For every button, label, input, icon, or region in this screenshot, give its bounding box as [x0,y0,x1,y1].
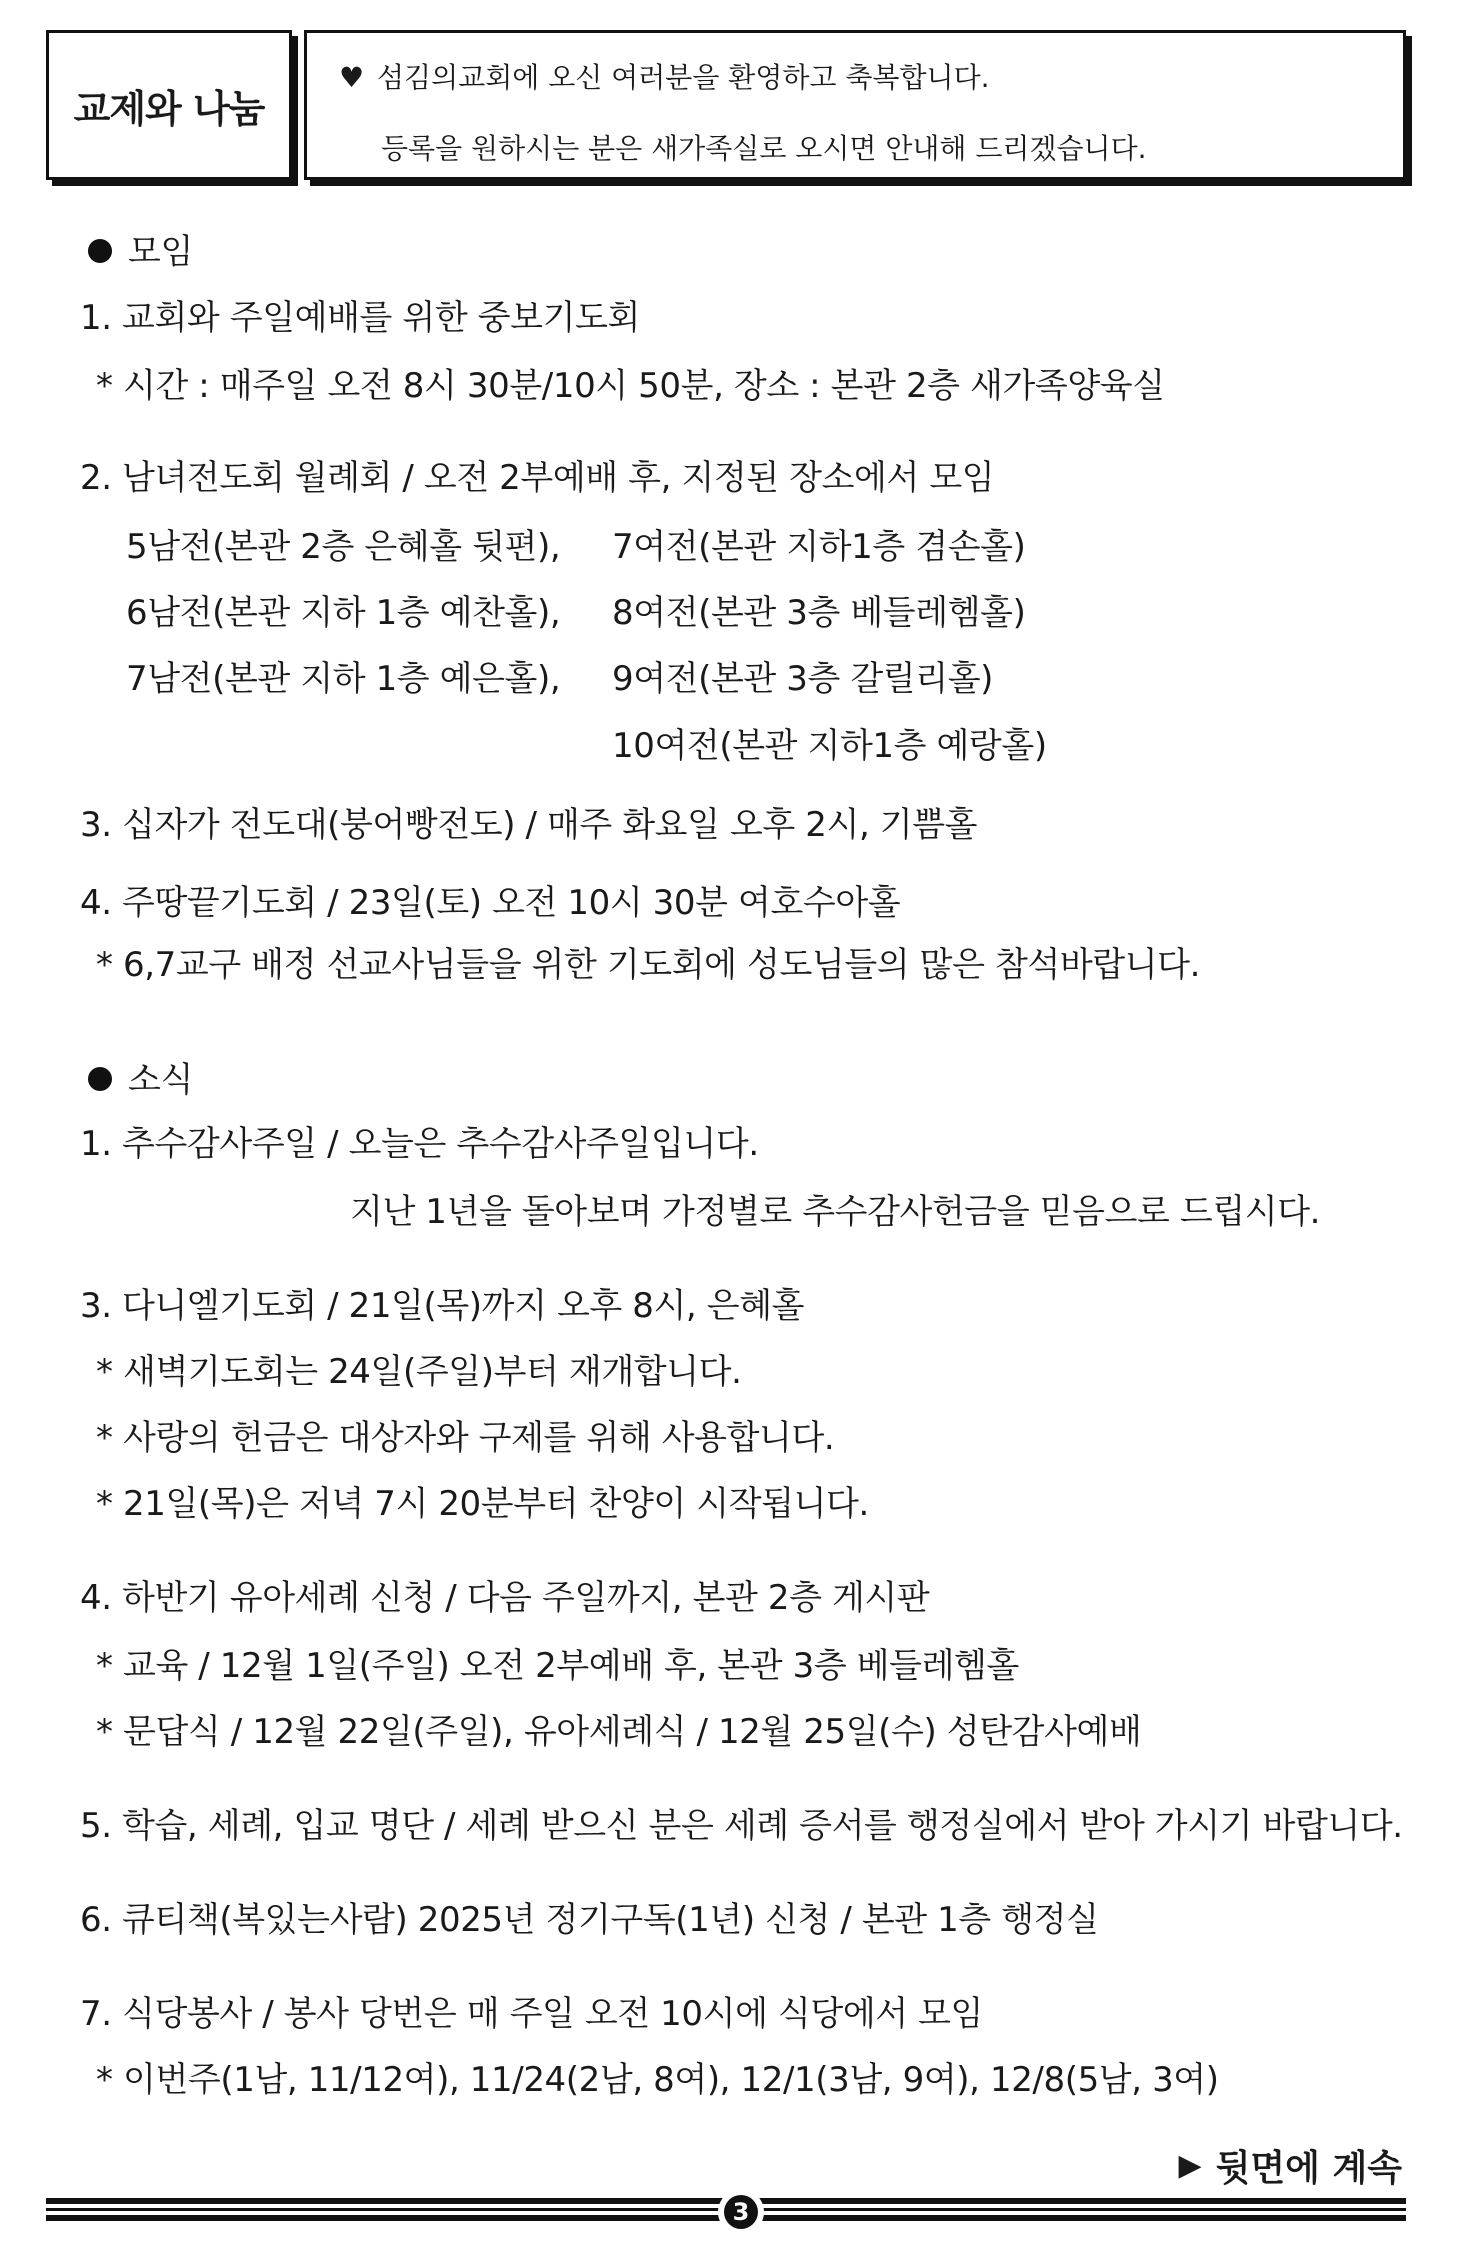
section-heading-meetings [88,232,193,272]
list-item: 2. 남녀전도회 월례회 / 오전 2부예배 후, 지정된 장소에서 모임 [80,458,995,498]
list-note: * 이번주(1남, 11/12여), 11/24(2남, 8여), 12/1(3남, 9여), 12/8(5남, 3여) [96,2060,1219,2100]
section-heading-news [88,1060,193,1100]
list-item: 4. 주땅끝기도회 / 23일(토) 오전 10시 30분 여호수아홀 [80,883,901,923]
list-item: 1. 추수감사주일 / 오늘은 추수감사주일입니다. [80,1124,759,1164]
section-title: 소식 [128,1060,193,1100]
group-location: 9여전(본관 3층 갈릴리홀) [612,659,994,699]
welcome-line-1 [339,61,1403,95]
group-location: 7남전(본관 지하 1층 예은홀), [126,659,561,699]
welcome-message-box [304,30,1406,180]
list-note: * 시간 : 매주일 오전 8시 30분/10시 50분, 장소 : 본관 2층 새가족양육실 [96,366,1165,406]
bullet-icon [88,1067,112,1091]
list-note: * 새벽기도회는 24일(주일)부터 재개합니다. [96,1352,742,1392]
group-location: 10여전(본관 지하1층 예랑홀) [612,726,1047,766]
page-number: 3 [724,2195,758,2229]
list-item: 4. 하반기 유아세례 신청 / 다음 주일까지, 본관 2층 게시판 [80,1578,930,1618]
list-item: 3. 다니엘기도회 / 21일(목)까지 오후 8시, 은혜홀 [80,1286,805,1326]
list-note: * 문답식 / 12월 22일(주일), 유아세례식 / 12월 25일(수) 성탄감사예배 [96,1712,1142,1752]
list-note: * 사랑의 헌금은 대상자와 구제를 위해 사용합니다. [96,1418,835,1458]
list-note: * 21일(목)은 저녁 7시 20분부터 찬양이 시작됩니다. [96,1484,869,1524]
list-note: 지난 1년을 돌아보며 가정별로 추수감사헌금을 믿음으로 드립시다. [350,1192,1321,1232]
group-location: 7여전(본관 지하1층 겸손홀) [612,527,1026,567]
list-note: * 교육 / 12월 1일(주일) 오전 2부예배 후, 본관 3층 베들레헴홀 [96,1646,1019,1686]
list-item: 3. 십자가 전도대(붕어빵전도) / 매주 화요일 오후 2시, 기쁨홀 [80,805,978,845]
list-item: 7. 식당봉사 / 봉사 당번은 매 주일 오전 10시에 식당에서 모임 [80,1994,984,2034]
continue-notice [1179,2140,1403,2191]
bullet-icon [88,239,112,263]
heart-icon: ♥ [339,61,365,94]
group-location: 5남전(본관 2층 은혜홀 뒷편), [126,527,561,567]
section-title: 모임 [128,232,193,272]
group-location: 6남전(본관 지하 1층 예찬홀), [126,593,561,633]
page-title: 교제와 나눔 [46,30,292,180]
list-item: 6. 큐티책(복있는사람) 2025년 정기구독(1년) 신청 / 본관 1층 행정실 [80,1900,1099,1940]
list-item: 5. 학습, 세례, 입교 명단 / 세례 받으신 분은 세례 증서를 행정실에서 받아 가시기 바랍니다. [80,1806,1403,1846]
group-location: 8여전(본관 3층 베들레헴홀) [612,593,1026,633]
triangle-right-icon: ▶ [1178,2148,1202,2183]
welcome-text-2: 등록을 원하시는 분은 새가족실로 오시면 안내해 드리겠습니다. [381,132,1147,165]
list-note: * 6,7교구 배정 선교사님들을 위한 기도회에 성도님들의 많은 참석바랍니다. [96,945,1201,985]
list-item: 1. 교회와 주일예배를 위한 중보기도회 [80,298,640,338]
welcome-text-1: 섬김의교회에 오신 여러분을 환영하고 축복합니다. [377,61,990,94]
continue-label: 뒷면에 계속 [1215,2148,1402,2189]
